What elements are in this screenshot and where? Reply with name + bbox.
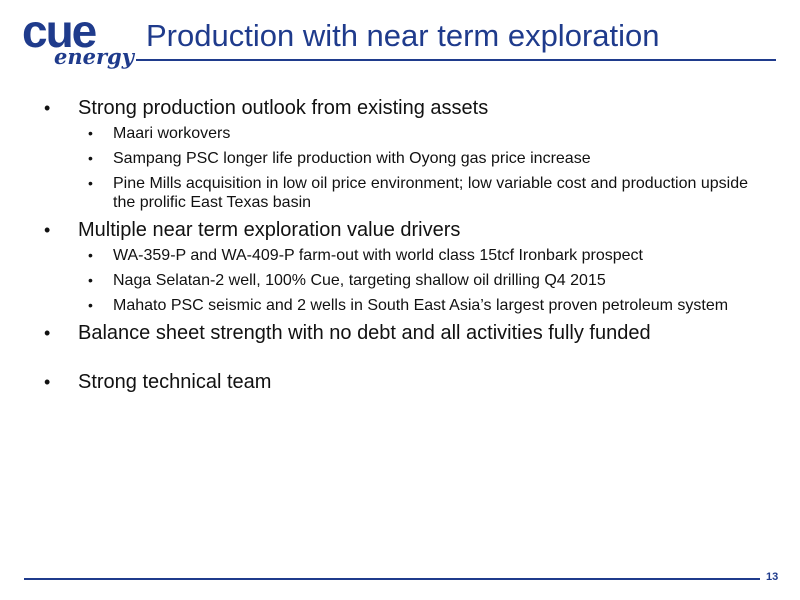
bullet-marker: • xyxy=(44,98,51,118)
bullet-marker: • xyxy=(44,323,51,343)
slide-title: Production with near term exploration xyxy=(146,18,660,53)
sub-bullet-marker: • xyxy=(88,125,93,141)
footer-divider xyxy=(24,578,760,580)
sub-bullet-item xyxy=(44,296,774,315)
logo-cue-text: cue xyxy=(22,5,96,57)
sub-bullet-text: Mahato PSC seismic and 2 wells in South East Asia’s largest proven petroleum system xyxy=(113,297,729,314)
sub-bullet-item xyxy=(44,271,774,290)
title-divider xyxy=(136,59,776,61)
logo-energy-text: energy xyxy=(54,44,134,69)
bullet-text: Strong production outlook from existing assets xyxy=(78,97,489,119)
sub-bullet-marker: • xyxy=(88,297,93,313)
sub-bullet-marker: • xyxy=(88,175,93,191)
sub-bullet-marker: • xyxy=(88,150,93,166)
bullet-item xyxy=(44,218,774,242)
bullet-item xyxy=(44,321,774,345)
bullet-marker: • xyxy=(44,220,51,240)
page-number: 13 xyxy=(766,571,779,583)
sub-bullet-item xyxy=(44,174,774,212)
bullet-item xyxy=(44,370,774,394)
sub-bullet-text: WA-359-P and WA-409-P farm-out with world class 15tcf Ironbark prospect xyxy=(113,247,643,264)
bullet-marker: • xyxy=(44,372,51,392)
sub-bullet-marker: • xyxy=(88,247,93,263)
sub-bullet-item xyxy=(44,246,774,265)
sub-bullet-text: Sampang PSC longer life production with Oyong gas price increase xyxy=(113,150,591,167)
cue-energy-logo xyxy=(22,5,134,74)
sub-bullet-text: Pine Mills acquisition in low oil price environment; low variable cost and production upside the prolific East Texas basin xyxy=(113,175,748,211)
sub-bullet-list xyxy=(44,124,774,212)
sub-bullet-text: Maari workovers xyxy=(113,125,231,142)
bullet-item xyxy=(44,96,774,120)
bullet-text: Balance sheet strength with no debt and all activities fully funded xyxy=(78,322,651,344)
sub-bullet-item xyxy=(44,124,774,143)
sub-bullet-marker: • xyxy=(88,272,93,288)
slide-content xyxy=(44,96,774,394)
bullet-text: Strong technical team xyxy=(78,371,272,393)
sub-bullet-item xyxy=(44,149,774,168)
sub-bullet-list xyxy=(44,246,774,315)
sub-bullet-text: Naga Selatan-2 well, 100% Cue, targeting shallow oil drilling Q4 2015 xyxy=(113,272,606,289)
bullet-text: Multiple near term exploration value drivers xyxy=(78,219,461,241)
